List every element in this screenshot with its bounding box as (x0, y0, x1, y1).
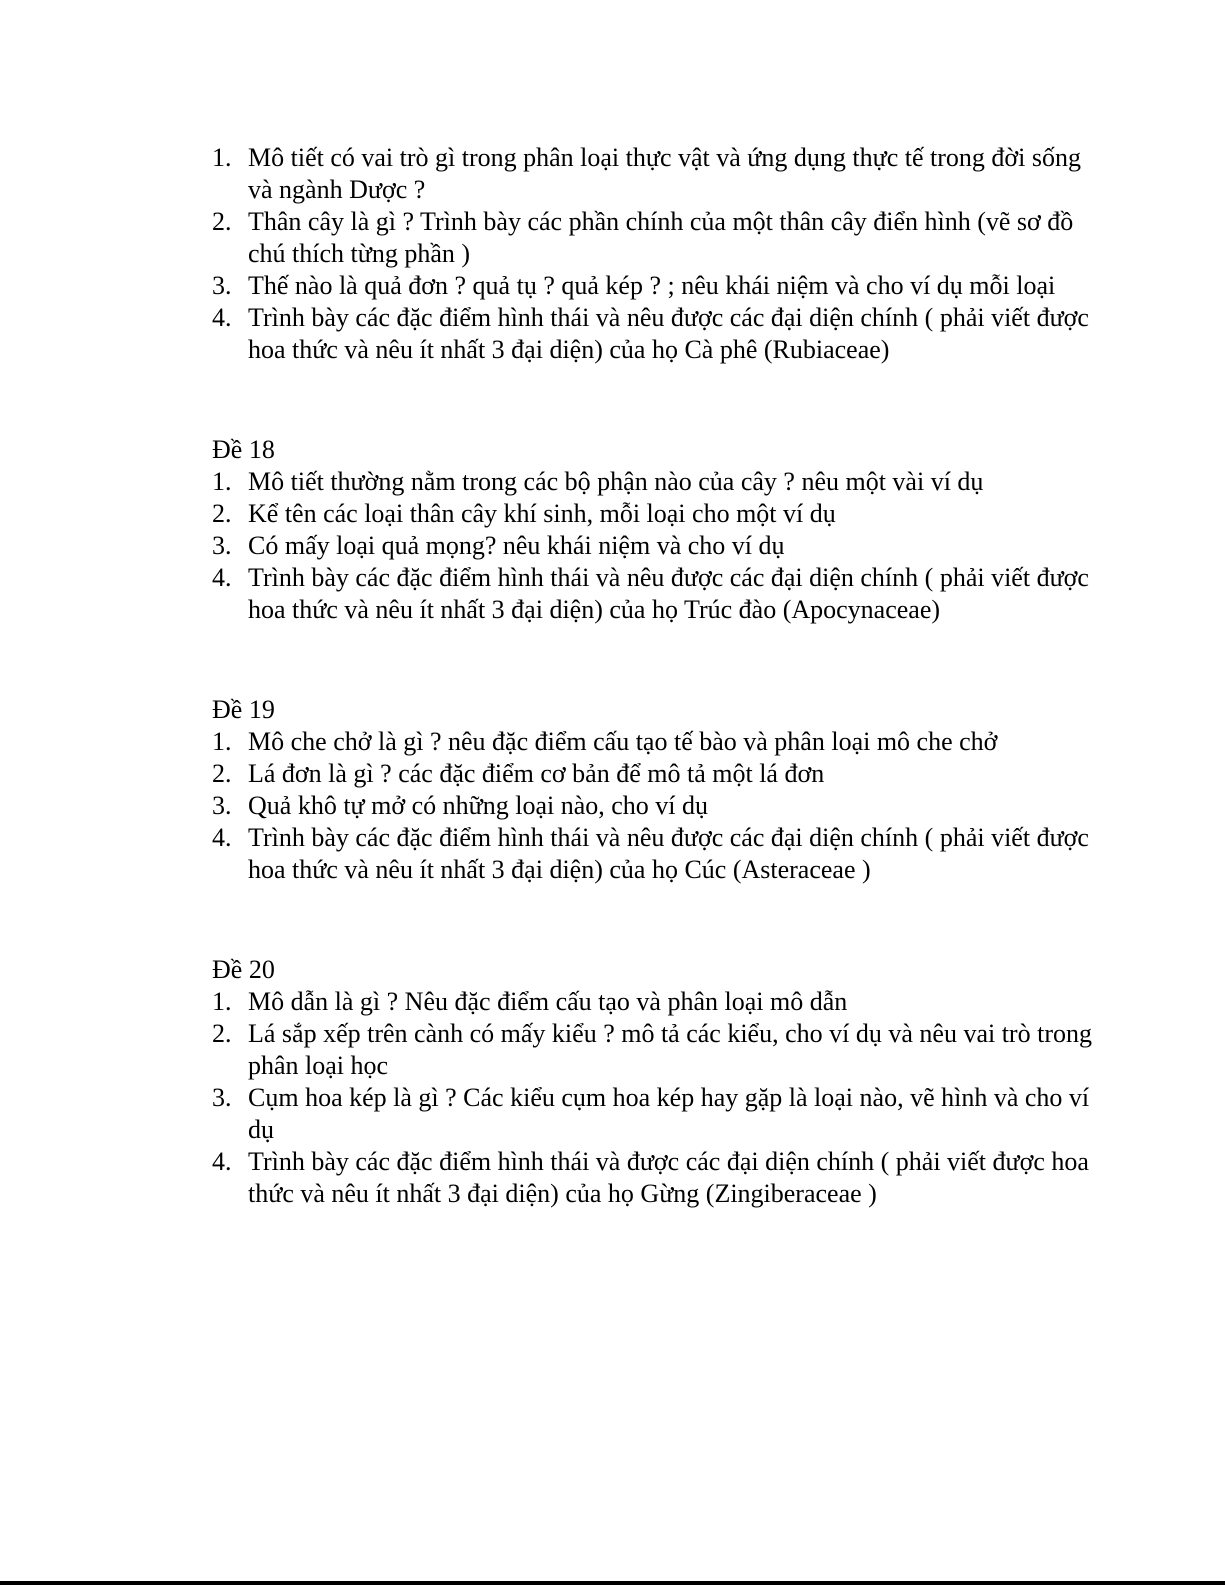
question-text: Mô che chở là gì ? nêu đặc điểm cấu tạo tế bào và phân loại mô che chở (248, 727, 998, 756)
question-number: 1. (212, 143, 232, 172)
question-number: 3. (212, 271, 232, 300)
question-text: Có mấy loại quả mọng? nêu khái niệm và cho ví dụ (248, 531, 785, 560)
question-item (212, 822, 1092, 886)
question-number: 4. (212, 823, 232, 852)
question-item (212, 270, 1092, 302)
question-text: Trình bày các đặc điểm hình thái và nêu được các đại diện chính ( phải viết được hoa thức và nêu ít nhất 3 đại diện) của họ Cà phê (Rubiaceae) (248, 303, 1089, 364)
question-text: Trình bày các đặc điểm hình thái và được các đại diện chính ( phải viết được hoa thức và nêu ít nhất 3 đại diện) của họ Gừng (Zingiberaceae ) (248, 1147, 1089, 1208)
question-number: 1. (212, 727, 232, 756)
section-spacer (212, 626, 1092, 694)
section-spacer (212, 886, 1092, 954)
question-text: Mô dẫn là gì ? Nêu đặc điểm cấu tạo và phân loại mô dẫn (248, 987, 848, 1016)
question-number: 4. (212, 1147, 232, 1176)
section-title-de-19: Đề 19 (212, 695, 275, 724)
question-number: 1. (212, 987, 232, 1016)
section-title-de-20: Đề 20 (212, 955, 275, 984)
question-item (212, 986, 1092, 1018)
question-item (212, 758, 1092, 790)
question-item (212, 790, 1092, 822)
question-item (212, 498, 1092, 530)
question-item (212, 1018, 1092, 1082)
question-text: Mô tiết có vai trò gì trong phân loại thực vật và ứng dụng thực tế trong đời sống và ngành Dược ? (248, 143, 1081, 204)
question-item (212, 1146, 1092, 1210)
question-text: Quả khô tự mở có những loại nào, cho ví dụ (248, 791, 709, 820)
question-text: Trình bày các đặc điểm hình thái và nêu được các đại diện chính ( phải viết được hoa thức và nêu ít nhất 3 đại diện) của họ Trúc đào (Apocynaceae) (248, 563, 1089, 624)
question-number: 2. (212, 499, 232, 528)
question-list-de-19 (212, 726, 1092, 886)
question-number: 2. (212, 759, 232, 788)
question-number: 2. (212, 207, 232, 236)
section-spacer (212, 366, 1092, 434)
question-number: 1. (212, 467, 232, 496)
document-content (212, 142, 1092, 1210)
question-item (212, 1082, 1092, 1146)
question-list-de-18 (212, 466, 1092, 626)
question-number: 3. (212, 1083, 232, 1112)
question-text: Lá sắp xếp trên cành có mấy kiểu ? mô tả các kiểu, cho ví dụ và nêu vai trò trong phân loại học (248, 1019, 1092, 1080)
question-list-prev (212, 142, 1092, 366)
question-text: Thân cây là gì ? Trình bày các phần chính của một thân cây điển hình (vẽ sơ đồ chú thích từng phần ) (248, 207, 1074, 268)
question-number: 2. (212, 1019, 232, 1048)
question-item (212, 142, 1092, 206)
question-item (212, 726, 1092, 758)
question-item (212, 302, 1092, 366)
question-item (212, 466, 1092, 498)
question-number: 4. (212, 563, 232, 592)
question-text: Thế nào là quả đơn ? quả tụ ? quả kép ? ; nêu khái niệm và cho ví dụ mỗi loại (248, 271, 1056, 300)
question-text: Cụm hoa kép là gì ? Các kiểu cụm hoa kép hay gặp là loại nào, vẽ hình và cho ví dụ (248, 1083, 1090, 1144)
question-text: Kể tên các loại thân cây khí sinh, mỗi loại cho một ví dụ (248, 499, 836, 528)
question-list-de-20 (212, 986, 1092, 1210)
question-number: 3. (212, 791, 232, 820)
section-title-de-18: Đề 18 (212, 435, 275, 464)
question-text: Mô tiết thường nằm trong các bộ phận nào của cây ? nêu một vài ví dụ (248, 467, 984, 496)
question-item (212, 206, 1092, 270)
question-item (212, 530, 1092, 562)
question-number: 3. (212, 531, 232, 560)
page-bottom-edge (0, 1581, 1225, 1585)
question-item (212, 562, 1092, 626)
question-text: Lá đơn là gì ? các đặc điểm cơ bản để mô tả một lá đơn (248, 759, 825, 788)
question-text: Trình bày các đặc điểm hình thái và nêu được các đại diện chính ( phải viết được hoa thức và nêu ít nhất 3 đại diện) của họ Cúc (Asteraceae ) (248, 823, 1089, 884)
question-number: 4. (212, 303, 232, 332)
